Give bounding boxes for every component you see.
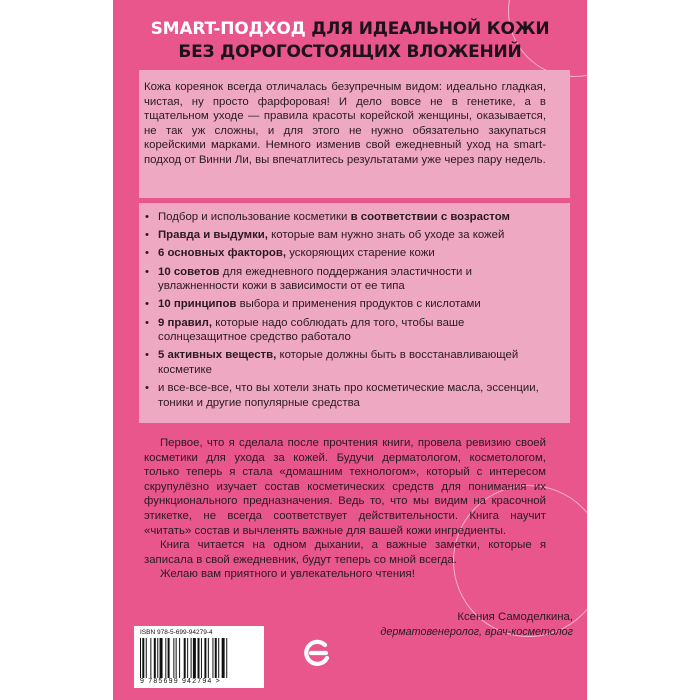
barcode-bar <box>201 638 202 678</box>
feature-item: • 6 основных факторов, ускоряющих старение кожи <box>144 246 554 261</box>
barcode-bar <box>222 638 225 678</box>
barcode-bars <box>140 638 258 678</box>
barcode-bar <box>142 638 144 678</box>
barcode-bar <box>198 638 200 678</box>
signature <box>363 610 573 639</box>
barcode-bar <box>176 638 177 678</box>
feature-item: • Правда и выдумки, которые вам нужно знать об уходе за кожей <box>144 228 554 243</box>
review-paragraph-1: Первое, что я сделала после прочтения книги, провела ревизию своей косметики для ухода за кожей. Будучи дерматологом, косметологом, только теперь я стала «домашним технологом», который с интересом скрупулёзно изучает состав косметических средств для понимания их функционального предназначения. Ведь то, что мы видим на красочной этикетке, не всегда соответствует действительности. Книга научит «читать» состав и вычленять важные для вашей кожи ингредиенты. <box>144 437 546 537</box>
barcode-bar <box>179 638 180 678</box>
intro-text <box>144 80 546 168</box>
book-back-cover <box>113 0 587 700</box>
title-line2: БЕЗ ДОРОГОСТОЯЩИХ ВЛОЖЕНИЙ <box>178 42 522 62</box>
barcode-bar <box>184 638 186 678</box>
barcode-bar <box>168 638 170 678</box>
barcode-bar <box>204 638 206 678</box>
barcode-bar <box>160 638 163 678</box>
title-line1-rest: ДЛЯ ИДЕАЛЬНОЙ КОЖИ <box>311 19 550 39</box>
review-paragraph-2: Книга читается на одном дыхании, а важные заметки, которые я записала в свой ежедневник, будут теперь со мной всегда. <box>144 539 546 566</box>
feature-item: • 9 правил, которые надо соблюдать для того, чтобы ваше солнцезащитное средство работало <box>144 316 554 345</box>
signature-name: Ксения Самоделкина, <box>457 611 573 623</box>
barcode-bar <box>150 638 151 678</box>
barcode-bar <box>218 638 219 678</box>
features-list <box>144 210 554 414</box>
barcode-bar <box>157 638 158 678</box>
feature-item: • 10 советов для ежедневного поддержания эластичности и увлажненности кожи в зависимости от ее типа <box>144 265 554 294</box>
barcode-bar <box>212 638 213 678</box>
barcode-bar <box>191 638 192 678</box>
barcode-bar <box>154 638 156 678</box>
barcode-digits: 9 785699 942794 > <box>140 678 221 685</box>
barcode-bar <box>173 638 174 678</box>
review-text <box>144 436 546 582</box>
signature-role: дерматовенеролог, врач-косметолог <box>380 625 573 638</box>
barcode-bar <box>165 638 166 678</box>
barcode-bar <box>208 638 209 678</box>
feature-item: • 10 принципов выбора и применения продуктов с кислотами <box>144 297 554 312</box>
barcode-block <box>134 626 264 688</box>
review-paragraph-3: Желаю вам приятного и увлекательного чтения! <box>160 568 415 581</box>
barcode-bar <box>193 638 196 678</box>
isbn-label: ISBN 978-5-699-94279-4 <box>140 629 213 636</box>
barcode-bar <box>226 638 227 678</box>
intro-paragraph: Кожа кореянок всегда отличалась безупречным видом: идеально гладкая, чистая, ну просто фарфоровая! И дело вовсе не в генетике, а в тщательном уходе — правила красоты корейской женщины, оказывается, не так уж сложны, и для этого не нужно обязательно закупаться корейскими марками. Немного изменив свой ежедневный уход на smart-подход от Винни Ли, вы впечатлитесь результатами уже через пару недель. <box>144 81 546 166</box>
feature-item: • 5 активных веществ, которые должны быть в восстанавливающей косметике <box>144 348 554 377</box>
cover-title <box>113 18 587 64</box>
eksmo-logo-icon <box>300 636 334 670</box>
barcode-bar <box>215 638 217 678</box>
feature-item: • и все-все-все, что вы хотели знать про косметические масла, эссенции, тоники и другие популярные средства <box>144 381 554 410</box>
barcode-bar <box>140 638 141 678</box>
title-emphasis: SMART-ПОДХОД <box>150 19 306 39</box>
feature-item: • Подбор и использование косметики в соответствии с возрастом <box>144 210 554 225</box>
barcode-bar <box>146 638 147 678</box>
barcode-bar <box>187 638 188 678</box>
